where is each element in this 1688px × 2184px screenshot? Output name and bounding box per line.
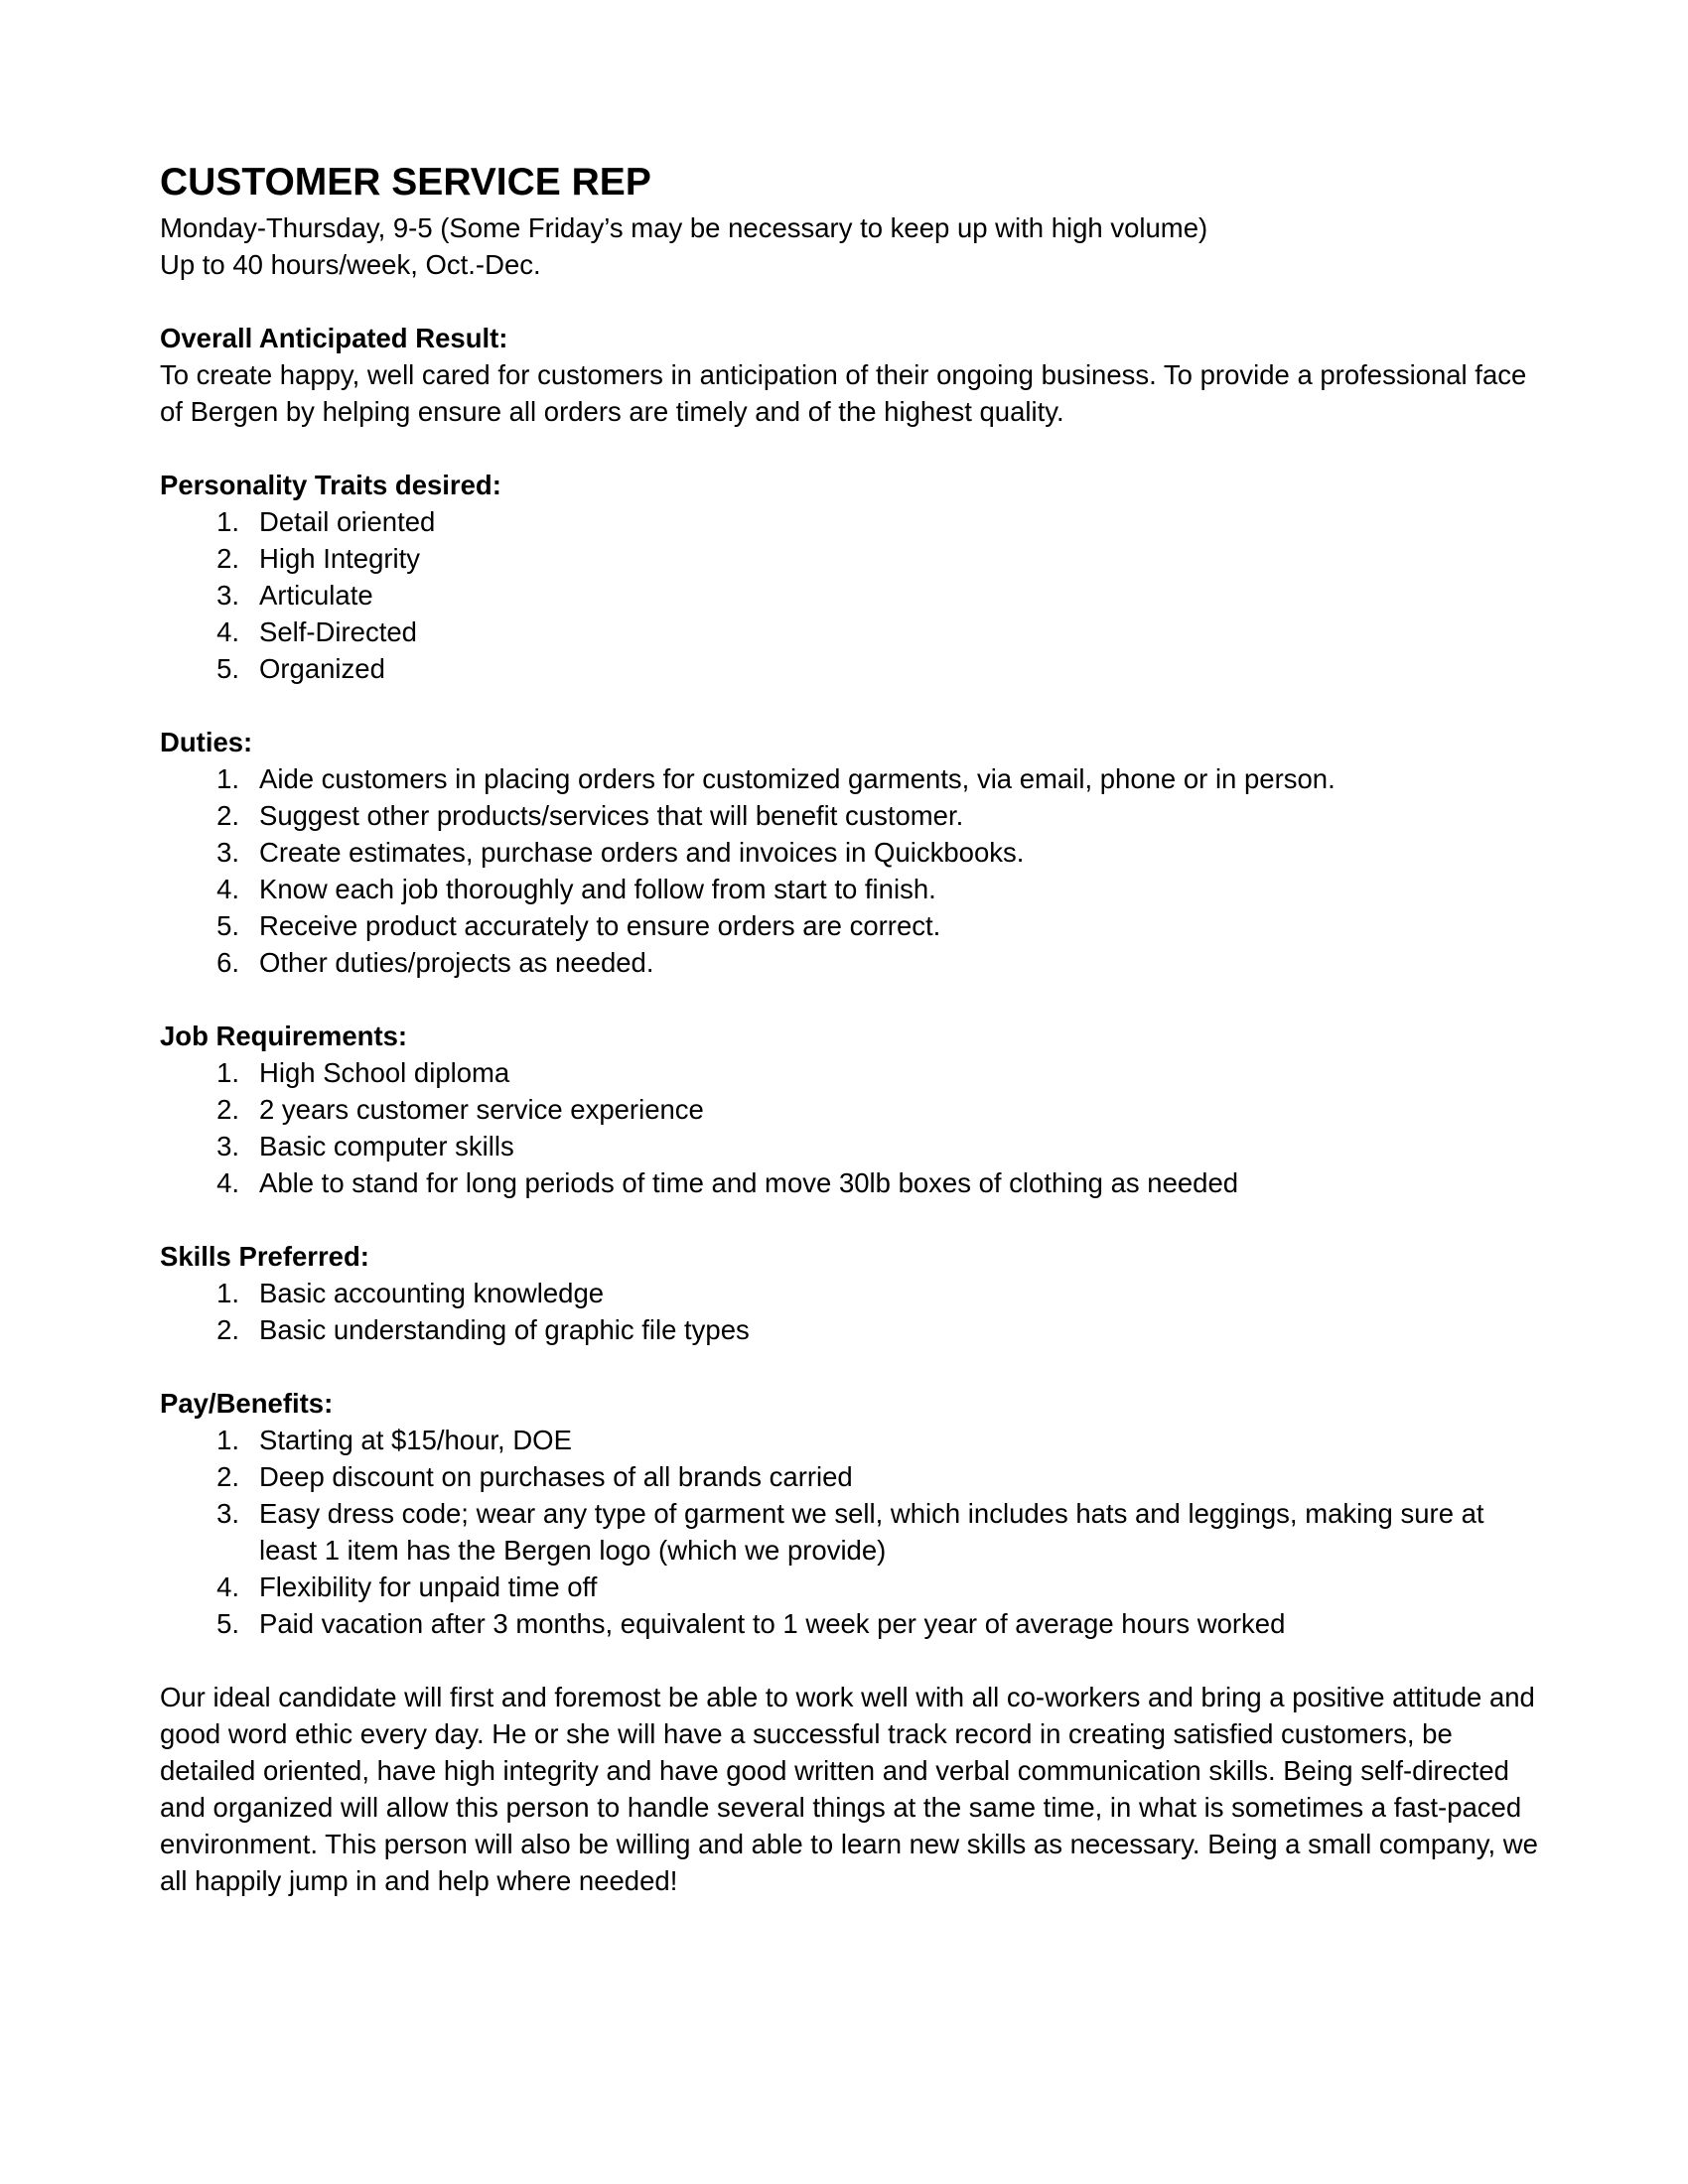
list-number: 2.: [216, 1094, 239, 1125]
list-number: 3.: [216, 1498, 239, 1529]
pay-heading: Pay/Benefits:: [160, 1388, 334, 1419]
list-item: [160, 907, 1550, 944]
list-item-text: Easy dress code; wear any type of garment we sell, which includes hats and leggings, making sure at least 1 item has the Bergen logo (which we provide): [259, 1498, 1484, 1566]
list-item: [160, 1458, 1550, 1495]
list-number: 4.: [216, 616, 239, 647]
overall-heading: Overall Anticipated Result:: [160, 323, 508, 353]
list-item-text: Suggest other products/services that will benefit customer.: [259, 800, 964, 831]
list-number: 5.: [216, 653, 239, 684]
list-item-text: Basic accounting knowledge: [259, 1278, 605, 1308]
hours-line: Up to 40 hours/week, Oct.-Dec.: [160, 249, 541, 280]
list-item: [160, 760, 1550, 797]
list-item: [160, 503, 1550, 540]
list-item-text: 2 years customer service experience: [259, 1094, 704, 1125]
list-item: [160, 1605, 1550, 1642]
list-item: [160, 1311, 1550, 1348]
list-number: 1.: [216, 763, 239, 794]
list-item-text: Paid vacation after 3 months, equivalent to 1 week per year of average hours worked: [259, 1608, 1286, 1639]
list-item-text: Deep discount on purchases of all brands carried: [259, 1461, 853, 1492]
pay-list: [160, 1422, 1550, 1642]
schedule-line: Monday-Thursday, 9-5 (Some Friday’s may be necessary to keep up with high volume): [160, 212, 1208, 243]
list-item: [160, 1275, 1550, 1311]
duties-heading: Duties:: [160, 727, 253, 757]
list-item: [160, 944, 1550, 981]
list-item-text: Articulate: [259, 580, 373, 611]
list-number: 1.: [216, 1278, 239, 1308]
list-number: 4.: [216, 1571, 239, 1602]
list-item: [160, 1495, 1550, 1569]
list-number: 2.: [216, 800, 239, 831]
closing-paragraph: Our ideal candidate will first and foremost be able to work well with all co-workers and bring a positive attitude and good word ethic every day. He or she will have a successful track record in creating satisfied customers, be detailed oriented, have high integrity and have good written and verbal communication skills. Being self-directed and organized will allow this person to handle several things at the same time, in what is sometimes a fast-paced environment. This person will also be willing and able to learn new skills as necessary. Being a small company, we all happily jump in and help where needed!: [160, 1682, 1538, 1896]
list-item-text: Receive product accurately to ensure orders are correct.: [259, 910, 941, 941]
traits-heading: Personality Traits desired:: [160, 470, 501, 500]
list-number: 6.: [216, 947, 239, 978]
list-number: 4.: [216, 874, 239, 904]
list-item: [160, 1569, 1550, 1605]
page-title: CUSTOMER SERVICE REP: [160, 161, 651, 204]
list-number: 5.: [216, 1608, 239, 1639]
list-item: [160, 1054, 1550, 1091]
list-item-text: Organized: [259, 653, 385, 684]
list-item-text: Create estimates, purchase orders and invoices in Quickbooks.: [259, 837, 1025, 868]
list-item-text: Basic understanding of graphic file types: [259, 1314, 750, 1345]
list-number: 2.: [216, 1314, 239, 1345]
list-item: [160, 614, 1550, 650]
list-item: [160, 650, 1550, 687]
list-number: 3.: [216, 837, 239, 868]
requirements-list: [160, 1054, 1550, 1201]
list-number: 1.: [216, 1057, 239, 1088]
skills-heading: Skills Preferred:: [160, 1241, 369, 1272]
duties-list: [160, 760, 1550, 981]
list-item-text: Flexibility for unpaid time off: [259, 1571, 598, 1602]
list-item: [160, 797, 1550, 834]
requirements-heading: Job Requirements:: [160, 1021, 408, 1051]
list-number: 1.: [216, 506, 239, 537]
list-number: 5.: [216, 910, 239, 941]
list-item-text: Other duties/projects as needed.: [259, 947, 654, 978]
list-item-text: High School diploma: [259, 1057, 510, 1088]
list-item: [160, 1128, 1550, 1164]
list-item-text: Able to stand for long periods of time and move 30lb boxes of clothing as needed: [259, 1167, 1239, 1198]
list-number: 2.: [216, 1461, 239, 1492]
list-number: 2.: [216, 543, 239, 574]
list-item-text: Aide customers in placing orders for customized garments, via email, phone or in person.: [259, 763, 1336, 794]
list-item: [160, 577, 1550, 614]
list-item-text: High Integrity: [259, 543, 421, 574]
list-number: 4.: [216, 1167, 239, 1198]
list-item: [160, 1091, 1550, 1128]
list-item: [160, 1422, 1550, 1458]
list-item-text: Know each job thoroughly and follow from start to finish.: [259, 874, 936, 904]
list-number: 3.: [216, 1131, 239, 1161]
traits-list: [160, 503, 1550, 687]
overall-text: To create happy, well cared for customers in anticipation of their ongoing business. To provide a professional face of Bergen by helping ensure all orders are timely and of the highest quality.: [160, 359, 1527, 427]
list-item: [160, 540, 1550, 577]
list-item: [160, 871, 1550, 907]
list-number: 1.: [216, 1425, 239, 1455]
list-item: [160, 1164, 1550, 1201]
list-item: [160, 834, 1550, 871]
job-posting-page: [160, 159, 1550, 1899]
skills-list: [160, 1275, 1550, 1348]
list-item-text: Starting at $15/hour, DOE: [259, 1425, 572, 1455]
list-item-text: Detail oriented: [259, 506, 436, 537]
list-item-text: Basic computer skills: [259, 1131, 514, 1161]
list-number: 3.: [216, 580, 239, 611]
list-item-text: Self-Directed: [259, 616, 417, 647]
